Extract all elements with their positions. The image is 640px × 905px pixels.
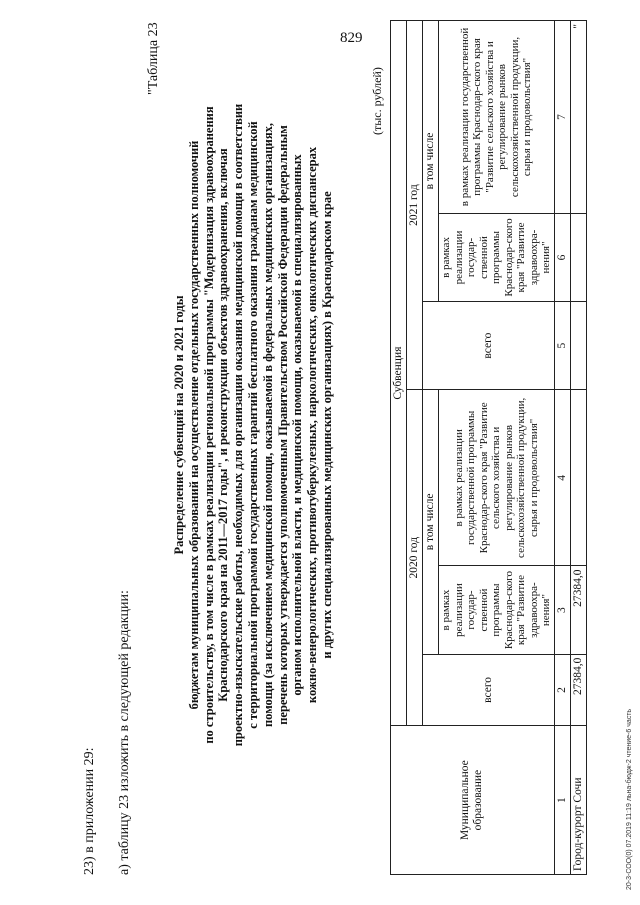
col-num: 7 [554, 21, 570, 214]
value-cell: 27384,0 [570, 654, 586, 726]
column-number-row [554, 21, 570, 875]
stamp-text: 20-3-СОО(0) 07.2019 11:19 льна-бюдж-2 чтение-6 часть [626, 708, 633, 890]
including-header: в том числе [423, 21, 439, 302]
heading-line: Краснодарского края на 2011—2017 годы", и реконструкции объектов здравоохранения, включая [216, 148, 231, 702]
closing-quote: " [571, 24, 584, 29]
health-program-header: в рамках реализации государ-ственной программы Краснодар-ского края "Развитие здравоохра-нения" [439, 566, 555, 654]
heading-line: органом исполнительной власти, и медицинской помощи, оказываемой в специализированных [290, 154, 305, 696]
heading-line: перечень которых утверждается уполномоченным Правительством Российской Федерации федеральным [275, 125, 290, 725]
header-row [391, 21, 407, 875]
subvention-table [390, 20, 587, 875]
col-num: 4 [554, 390, 570, 566]
col-num: 5 [554, 302, 570, 390]
total-header: всего [423, 654, 555, 726]
table-row [570, 21, 586, 875]
year-2020-header: 2020 год [407, 390, 423, 726]
heading-line: бюджетам муниципальных образований на осуществление отдельных государственных полномочий [186, 140, 201, 710]
agri-program-header: в рамках реализации государственной программы Краснодар-ского края "Развитие сельского хозяйства и регулирование рынков сельскохозяйственной продукции, сырья и продовольствия" [439, 390, 555, 566]
value-cell [570, 213, 586, 301]
heading-line: и других специализированных медицинских организациях) в Краснодарском крае [319, 191, 334, 659]
heading-line: по строительству, в том числе в рамках реализации региональной программы "Модернизация здравоохранения [201, 106, 216, 744]
year-2021-header: 2021 год [407, 21, 423, 390]
unit-label: (тыс. рублей) [370, 67, 384, 135]
table-heading [172, 35, 335, 815]
col-num: 6 [554, 213, 570, 301]
heading-line: проектно-изыскательские работы, необходимых для организации оказания медицинской помощи в соответствии [231, 103, 246, 747]
subvention-header: Субвенция [391, 21, 407, 726]
including-header: в том числе [423, 390, 439, 654]
agri-program-header: в рамках реализации государственной программы Краснодар-ского края "Развитие сельского хозяйства и регулирование рынков сельскохозяйственной продукции, сырья и продовольствия" [439, 21, 555, 214]
intro-line-1: 23) в приложении 29: [82, 747, 97, 875]
value-cell [570, 302, 586, 390]
heading-line: с территориальной программой государственных гарантий бесплатного оказания гражданам медицинской [245, 121, 260, 729]
value-cell [570, 390, 586, 566]
table-label: "Таблица 23 [146, 22, 161, 95]
health-program-header: в рамках реализации государ-ственной программы Краснодар-ского края "Развитие здравоохра-нения" [439, 213, 555, 301]
municipality-name: Город-курорт Сочи [570, 726, 586, 875]
municipality-header: Муниципальное образование [391, 726, 555, 875]
total-header: всего [423, 302, 555, 390]
heading-line: кожно-венерологических, противотуберкулезных, наркологических, онкологических диспансерах [305, 146, 320, 704]
col-num: 2 [554, 654, 570, 726]
heading-line: Распределение субвенций на 2020 и 2021 годы [172, 295, 186, 555]
print-stamp [626, 560, 636, 890]
intro-line-2: а) таблицу 23 изложить в следующей редакции: [117, 590, 132, 875]
col-num: 3 [554, 566, 570, 654]
value-cell: 27384,0 [570, 566, 586, 654]
heading-line: помощи (за исключением медицинской помощи, оказываемой в федеральных медицинских организациях, [260, 122, 275, 728]
value-cell [570, 21, 586, 214]
page-number: 829 [340, 30, 363, 46]
col-num: 1 [554, 726, 570, 875]
